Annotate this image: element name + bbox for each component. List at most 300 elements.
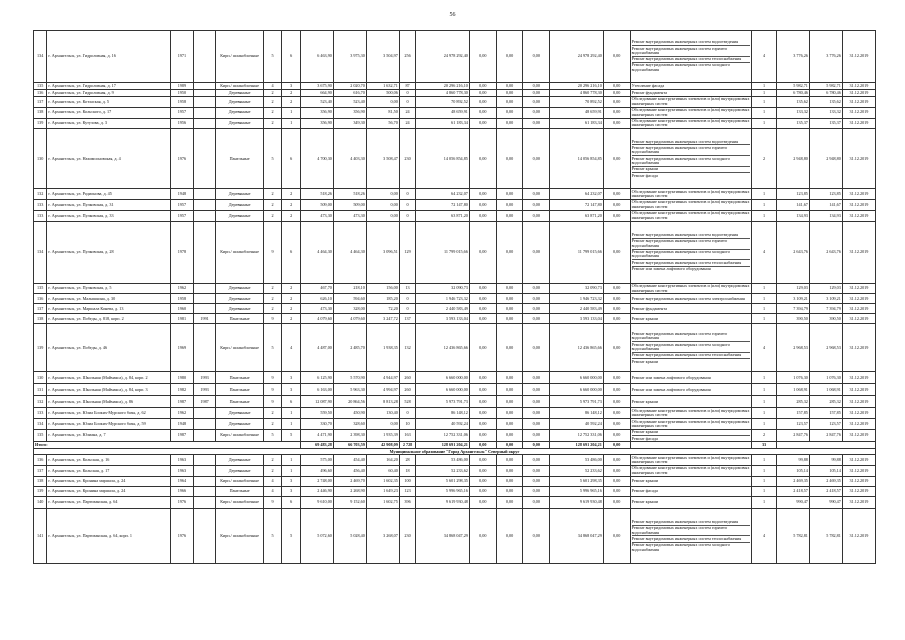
living-area: 523,40 — [333, 97, 366, 108]
work-item: Ремонт крыши — [631, 499, 658, 505]
works-list — [630, 419, 752, 430]
entrances-count: 5 — [282, 430, 301, 442]
municipal-funds: 0,00 — [523, 508, 550, 563]
regional-funds: 0,00 — [496, 486, 523, 496]
total-cost: 20 296 216,10 — [416, 83, 470, 90]
table-row — [34, 508, 876, 563]
wall-material: Деревянные — [216, 283, 263, 294]
unit-cost: 2 948,80 — [776, 129, 809, 189]
max-unit-cost: 3 776,26 — [809, 31, 842, 83]
table-row — [34, 90, 876, 97]
municipal-funds: 0,00 — [523, 419, 550, 430]
total-a2: 66 703,59 — [333, 442, 366, 449]
year-commissioned — [193, 476, 216, 486]
works-count: 1 — [752, 384, 777, 396]
row-number: 134 — [34, 419, 47, 430]
municipal-funds: 0,00 — [523, 283, 550, 294]
works-list — [630, 97, 752, 108]
residents-count: 24 — [399, 118, 415, 129]
private-area: 130,40 — [366, 408, 399, 419]
address-cell: г. Архангельск, ул. Кронина маршала, д. 24 — [47, 486, 171, 496]
max-unit-cost: 141,67 — [809, 200, 842, 211]
private-area: 1 935,39 — [366, 430, 399, 442]
row-number: 138 — [34, 107, 47, 118]
federal-funds: 0,00 — [469, 83, 496, 90]
work-item: Ремонт крыши — [631, 398, 658, 404]
works-count: 1 — [752, 408, 777, 419]
owners-funds: 14 056 854,85 — [550, 129, 604, 189]
address-cell: г. Архангельск, ул. Кольская, д. 17 — [47, 466, 171, 477]
other-funds: 0,00 — [603, 430, 630, 442]
total-area: 4 079,60 — [300, 314, 333, 324]
residents-count: 163 — [399, 430, 415, 442]
work-item: Ремонт фасада — [631, 172, 658, 178]
total-area: 6 163,00 — [300, 384, 333, 396]
owners-funds: 5 973 791,73 — [550, 396, 604, 408]
address-cell: г. Архангельск, ул. Родионова, д. 45 — [47, 189, 171, 200]
unit-cost: 3 776,26 — [776, 31, 809, 83]
federal-funds: 0,00 — [469, 107, 496, 118]
row-number: 134 — [34, 31, 47, 83]
address-cell: г. Архангельск, ул. Малышкина, д. 30 — [47, 294, 171, 304]
address-cell: г. Архангельск, ул. Кутузова, д. 3 — [47, 118, 171, 129]
unit-cost: 135,62 — [776, 97, 809, 108]
wall-material: Кирп./ шлакоблочные — [216, 31, 263, 83]
max-unit-cost: 133,32 — [809, 107, 842, 118]
entrances-count: 6 — [282, 129, 301, 189]
regional-funds: 0,00 — [496, 90, 523, 97]
municipal-funds: 0,00 — [523, 129, 550, 189]
other-funds: 0,00 — [603, 304, 630, 314]
wall-material: Деревянные — [216, 455, 263, 466]
residents-count: 396 — [399, 496, 415, 508]
table-row — [34, 221, 876, 283]
other-funds: 0,00 — [603, 396, 630, 408]
total-area: 3 675,90 — [300, 83, 333, 90]
total-area: 626,10 — [300, 294, 333, 304]
max-unit-cost: 135,62 — [809, 97, 842, 108]
year-built: 1989 — [171, 83, 194, 90]
unit-cost: 99,88 — [776, 455, 809, 466]
unit-cost: 2 643,76 — [776, 221, 809, 283]
entrances-count: 2 — [282, 189, 301, 200]
total-cost: 3 593 133,04 — [416, 314, 470, 324]
regional-funds: 0,00 — [496, 107, 523, 118]
entrances-count: 1 — [282, 419, 301, 430]
address-cell: г. Архангельск, ул. Гидролизная, д. 9 — [47, 90, 171, 97]
regional-funds: 0,00 — [496, 372, 523, 384]
works-count: 4 — [752, 508, 777, 563]
table-row — [34, 486, 876, 496]
regional-funds: 0,00 — [496, 189, 523, 200]
address-cell: г. Архангельск, ул. Победы, д. 46 — [47, 324, 171, 372]
total-cost: 2 440 583,49 — [416, 304, 470, 314]
work-item: Обследование конструктивных элементов и (или) внутридомовых инженерных систем — [631, 210, 750, 220]
regional-funds: 0,00 — [496, 324, 523, 372]
total-area: 356,90 — [300, 118, 333, 129]
regional-funds: 0,00 — [496, 83, 523, 90]
max-unit-cost: 123,57 — [809, 419, 842, 430]
unit-cost: 1 076,30 — [776, 372, 809, 384]
private-area: 185,20 — [366, 294, 399, 304]
work-item: Ремонт фасада — [631, 435, 658, 441]
table-row — [34, 324, 876, 372]
living-area: 4 403,30 — [333, 129, 366, 189]
living-area: 456,40 — [333, 466, 366, 477]
max-unit-cost: 7 394,79 — [809, 304, 842, 314]
floors-count: 2 — [263, 210, 282, 221]
residents-count: 123 — [399, 486, 415, 496]
address-cell: г. Архангельск, ул. Школьная (Маймакса), д. 84, корп. 2 — [47, 372, 171, 384]
table-row — [34, 189, 876, 200]
total-cost: 1 946 723,32 — [416, 294, 470, 304]
owners-funds: 32 090,73 — [550, 283, 604, 294]
works-count: 1 — [752, 314, 777, 324]
private-area: 3 508,47 — [366, 129, 399, 189]
table-row — [34, 396, 876, 408]
total-a3: 42 908,09 — [366, 442, 399, 449]
federal-funds: 0,00 — [469, 129, 496, 189]
max-unit-cost: 2 418,57 — [809, 486, 842, 496]
living-area: 473,30 — [333, 210, 366, 221]
row-number: 137 — [34, 304, 47, 314]
works-count: 1 — [752, 283, 777, 294]
regional-funds: 0,00 — [496, 396, 523, 408]
living-area: 509,00 — [333, 200, 366, 211]
living-area: 518,26 — [333, 189, 366, 200]
deadline: 31.12.2019 — [842, 476, 875, 486]
total-area: 473,30 — [300, 210, 333, 221]
address-cell: г. Архангельск, ул. Партизанская, д. 64 — [47, 496, 171, 508]
residents-count: 28 — [399, 455, 415, 466]
row-number: 131 — [34, 384, 47, 396]
other-funds: 0,00 — [603, 466, 630, 477]
other-funds: 0,00 — [603, 384, 630, 396]
year-commissioned: 1993 — [193, 384, 216, 396]
year-built: 1964 — [171, 476, 194, 486]
year-built: 1958 — [171, 97, 194, 108]
max-unit-cost: 2 643,76 — [809, 221, 842, 283]
municipal-funds: 0,00 — [523, 476, 550, 486]
floors-count: 9 — [263, 396, 282, 408]
residents-count: 132 — [399, 324, 415, 372]
federal-funds: 0,00 — [469, 496, 496, 508]
other-funds: 0,00 — [603, 118, 630, 129]
wall-material: Деревянные — [216, 419, 263, 430]
address-cell: г. Архангельск, ул. Пулковская, д. 28 — [47, 221, 171, 283]
federal-funds: 0,00 — [469, 97, 496, 108]
deadline: 31.12.2019 — [842, 384, 875, 396]
other-funds: 0,00 — [603, 408, 630, 419]
deadline: 31.12.2019 — [842, 90, 875, 97]
regional-funds: 0,00 — [496, 294, 523, 304]
regional-funds: 0,00 — [496, 200, 523, 211]
unit-cost: 141,67 — [776, 200, 809, 211]
work-item: Утепление фасада — [631, 82, 665, 88]
works-count: 1 — [752, 455, 777, 466]
works-list — [630, 304, 752, 314]
entrances-count: 2 — [282, 97, 301, 108]
row-number: 134 — [34, 221, 47, 283]
table-row — [34, 210, 876, 221]
work-item: Ремонт внутридомовых инженерных систем холодного водоснабжения — [631, 541, 731, 552]
max-unit-cost: 99,88 — [809, 455, 842, 466]
other-funds: 0,00 — [603, 129, 630, 189]
work-item: Ремонт внутридомовых инженерных систем горячего водоснабжения — [632, 332, 751, 343]
federal-funds: 0,00 — [469, 324, 496, 372]
other-funds: 0,00 — [603, 200, 630, 211]
entrances-count: 6 — [282, 396, 301, 408]
works-list — [630, 107, 752, 118]
row-number: 135 — [34, 283, 47, 294]
owners-funds: 61 183,34 — [550, 118, 604, 129]
row-number: 133 — [34, 200, 47, 211]
federal-funds: 0,00 — [469, 283, 496, 294]
floors-count: 9 — [263, 221, 282, 283]
private-area: 500,06 — [366, 90, 399, 97]
year-built: 1963 — [171, 466, 194, 477]
address-cell: г. Архангельск, ул. Юлиа Бооких-Мурского базы, д. 59 — [47, 419, 171, 430]
year-built: 1981 — [171, 314, 194, 324]
row-number: 136 — [34, 90, 47, 97]
owners-funds: 5 996 965,16 — [550, 486, 604, 496]
living-area: 2 469,70 — [333, 476, 366, 486]
floors-count: 2 — [263, 304, 282, 314]
max-unit-cost: 2 847,76 — [809, 430, 842, 442]
other-funds: 0,00 — [603, 83, 630, 90]
works-list — [630, 508, 752, 563]
unit-cost: 123,57 — [776, 419, 809, 430]
total-area: 559,50 — [300, 408, 333, 419]
other-funds: 0,00 — [603, 221, 630, 283]
living-area: 20 864,56 — [333, 396, 366, 408]
other-funds: 0,00 — [603, 508, 630, 563]
wall-material: Деревянные — [216, 118, 263, 129]
total-cost: 128 691 204,21 — [416, 442, 470, 449]
address-cell: г. Архангельск, ул. Гидролизная, д. 17 — [47, 83, 171, 90]
regional-funds: 0,00 — [496, 129, 523, 189]
works-count: 1 — [752, 476, 777, 486]
deadline: 31.12.2019 — [842, 314, 875, 324]
owners-funds: 64 232,07 — [550, 189, 604, 200]
total-area: 4 471,90 — [300, 430, 333, 442]
owners-funds: 9 619 930,48 — [550, 496, 604, 508]
total-area: 473,30 — [300, 304, 333, 314]
deadline: 31.12.2019 — [842, 508, 875, 563]
works-list — [630, 430, 752, 442]
table-row — [34, 314, 876, 324]
total-cost: 32 090,73 — [416, 283, 470, 294]
deadline: 31.12.2019 — [842, 129, 875, 189]
capital-repair-table — [33, 30, 876, 564]
residents-count: 260 — [399, 372, 415, 384]
total-area: 575,00 — [300, 455, 333, 466]
municipal-funds: 0,00 — [523, 466, 550, 477]
entrances-count: 1 — [282, 466, 301, 477]
works-list — [630, 384, 752, 396]
other-funds: 0,00 — [603, 476, 630, 486]
regional-funds: 0,00 — [496, 118, 523, 129]
living-area: 2 398,30 — [333, 430, 366, 442]
deadline: 31.12.2019 — [842, 118, 875, 129]
total-works — [630, 442, 752, 449]
table-row — [34, 496, 876, 508]
total-cost: 5 601 298,35 — [416, 476, 470, 486]
unit-cost: 157,85 — [776, 408, 809, 419]
year-commissioned — [193, 107, 216, 118]
address-cell: г. Архангельск, ул. Пулковская, д. 33 — [47, 210, 171, 221]
total-cost: 61 183,34 — [416, 118, 470, 129]
year-commissioned — [193, 90, 216, 97]
other-funds: 0,00 — [603, 372, 630, 384]
max-unit-cost: 2 469,35 — [809, 476, 842, 486]
federal-funds: 0,00 — [469, 396, 496, 408]
works-list — [630, 455, 752, 466]
wall-material: Деревянные — [216, 200, 263, 211]
wall-material: Панельные — [216, 314, 263, 324]
private-area: 1 649,23 — [366, 486, 399, 496]
unit-cost: 6 780,46 — [776, 90, 809, 97]
total-cost: 63 871,20 — [416, 210, 470, 221]
floors-count: 2 — [263, 455, 282, 466]
work-item: Ремонт внутридомовых инженерных систем водоотведения — [632, 40, 751, 46]
municipal-funds: 0,00 — [523, 83, 550, 90]
table-row — [34, 97, 876, 108]
private-area: 1 602,75 — [366, 496, 399, 508]
residents-count: 0 — [399, 294, 415, 304]
max-unit-cost: 5 782,81 — [809, 508, 842, 563]
year-built: 1960 — [171, 304, 194, 314]
work-item: Ремонт крыши — [631, 358, 658, 364]
regional-funds: 0,00 — [496, 384, 523, 396]
wall-material: Деревянные — [216, 90, 263, 97]
owners-funds: 72 147,80 — [550, 200, 604, 211]
deadline: 31.12.2019 — [842, 83, 875, 90]
works-list — [630, 466, 752, 477]
max-unit-cost: 129,03 — [809, 283, 842, 294]
unit-cost: 2 847,76 — [776, 430, 809, 442]
max-unit-cost: 123,85 — [809, 189, 842, 200]
row-number: 130 — [34, 129, 47, 189]
table-row — [34, 372, 876, 384]
max-unit-cost: 285,32 — [809, 396, 842, 408]
total-cost: 48 659,91 — [416, 107, 470, 118]
address-cell: г. Архангельск, ул. Нахимсоновская, д. 4 — [47, 129, 171, 189]
residents-count: 528 — [399, 396, 415, 408]
floors-count: 5 — [263, 31, 282, 83]
year-built: 1976 — [171, 508, 194, 563]
floors-count: 5 — [263, 430, 282, 442]
table-row — [34, 466, 876, 477]
unit-cost: 123,85 — [776, 189, 809, 200]
private-area: 1 632,71 — [366, 83, 399, 90]
total-z2: 0,00 — [496, 442, 523, 449]
regional-funds: 0,00 — [496, 210, 523, 221]
works-list — [630, 314, 752, 324]
max-unit-cost: 1 068,91 — [809, 384, 842, 396]
residents-count: 0 — [399, 210, 415, 221]
work-item: Ремонт фундамента — [631, 89, 667, 95]
owners-funds: 53 486,00 — [550, 455, 604, 466]
year-commissioned — [193, 97, 216, 108]
other-funds: 0,00 — [603, 314, 630, 324]
wall-material: Деревянные — [216, 97, 263, 108]
work-item: Ремонт внутридомовых инженерных систем электроснабжения — [631, 295, 745, 301]
deadline: 31.12.2019 — [842, 304, 875, 314]
owners-funds: 12 752 331,06 — [550, 430, 604, 442]
year-built: 1962 — [171, 408, 194, 419]
regional-funds: 0,00 — [496, 97, 523, 108]
private-area: 1 602,35 — [366, 476, 399, 486]
living-area: 356,90 — [333, 107, 366, 118]
row-number: 133 — [34, 210, 47, 221]
deadline: 31.12.2019 — [842, 396, 875, 408]
residents-count: 260 — [399, 384, 415, 396]
work-item: Ремонт внутридомовых инженерных систем холодного водоснабжения — [632, 342, 751, 353]
unit-cost: 285,32 — [776, 396, 809, 408]
row-number: 138 — [34, 314, 47, 324]
deadline: 31.12.2019 — [842, 496, 875, 508]
work-item: Ремонт или замена лифтового оборудования — [631, 374, 711, 380]
year-commissioned — [193, 508, 216, 563]
works-count: 1 — [752, 97, 777, 108]
federal-funds: 0,00 — [469, 486, 496, 496]
owners-funds: 34 868 047,29 — [550, 508, 604, 563]
work-item: Ремонт внутридомовых инженерных систем горячего водоснабжения — [632, 526, 751, 537]
total-cost: 24 978 292,40 — [416, 31, 470, 83]
year-commissioned — [193, 221, 216, 283]
floors-count: 2 — [263, 107, 282, 118]
entrances-count: 1 — [282, 107, 301, 118]
federal-funds: 0,00 — [469, 419, 496, 430]
year-commissioned — [193, 455, 216, 466]
wall-material: Кирп./ шлакоблочные — [216, 430, 263, 442]
works-count: 1 — [752, 90, 777, 97]
private-area: 72,20 — [366, 304, 399, 314]
entrances-count: 3 — [282, 384, 301, 396]
wall-material: Кирп./ шлакоблочные — [216, 324, 263, 372]
living-area: 5 963,30 — [333, 384, 366, 396]
floors-count: 4 — [263, 486, 282, 496]
unit-cost: 135,37 — [776, 118, 809, 129]
works-count: 4 — [752, 221, 777, 283]
year-commissioned — [193, 419, 216, 430]
municipal-funds: 0,00 — [523, 90, 550, 97]
unit-cost: 7 394,79 — [776, 304, 809, 314]
private-area: 3 096,51 — [366, 221, 399, 283]
municipal-funds: 0,00 — [523, 372, 550, 384]
other-funds: 0,00 — [603, 283, 630, 294]
municipal-funds: 0,00 — [523, 314, 550, 324]
owners-funds: 40 592,24 — [550, 419, 604, 430]
municipal-funds: 0,00 — [523, 31, 550, 83]
private-area: 0,00 — [366, 189, 399, 200]
unit-cost: 990,47 — [776, 496, 809, 508]
work-item: Обследование конструктивных элементов и (или) внутридомовых инженерных систем — [631, 188, 750, 199]
year-built: 1976 — [171, 496, 194, 508]
work-item: Обследование конструктивных элементов и (или) внутридомовых инженерных систем — [631, 96, 750, 106]
total-z1: 0,00 — [469, 442, 496, 449]
wall-material: Деревянные — [216, 189, 263, 200]
total-area: 4 464,30 — [300, 221, 333, 283]
owners-funds: 12 436 865,66 — [550, 324, 604, 372]
deadline: 31.12.2019 — [842, 419, 875, 430]
private-area: 56,70 — [366, 118, 399, 129]
entrances-count: 1 — [282, 455, 301, 466]
total-area: 2 446,90 — [300, 486, 333, 496]
entrances-count: 3 — [282, 476, 301, 486]
row-number: 133 — [34, 408, 47, 419]
